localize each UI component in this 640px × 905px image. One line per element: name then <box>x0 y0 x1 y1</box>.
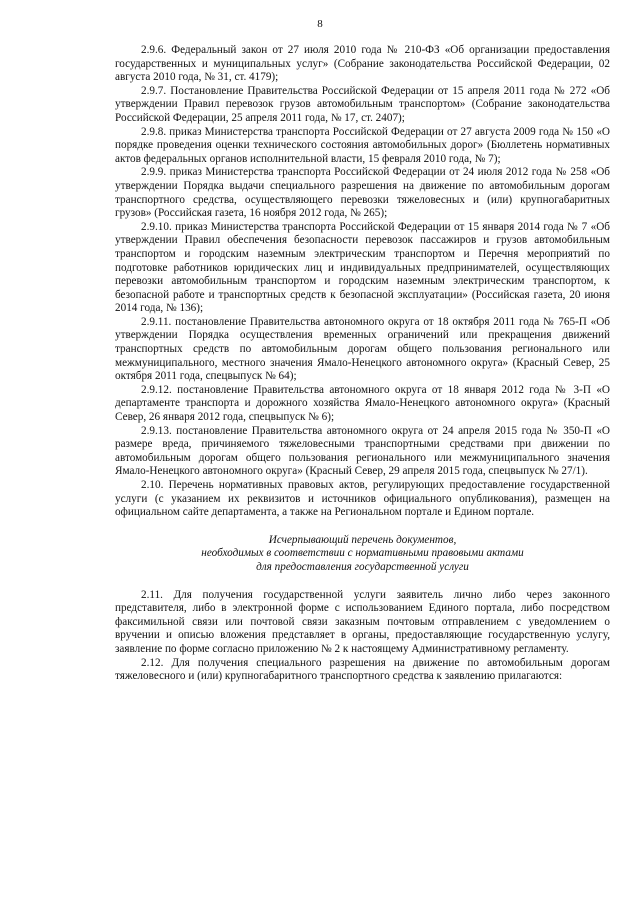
paragraph-2-10: 2.10. Перечень нормативных правовых актов, регулирующих предоставление государственной услуги (с указанием их реквизитов и источников официального опубликования), размещен на официальном сайте департамента, а также на Региональном портале и Едином портале. <box>115 479 610 519</box>
heading-line-3: для предоставления государственной услуги <box>256 560 469 573</box>
paragraph-2-9-7: 2.9.7. Постановление Правительства Российской Федерации от 15 апреля 2011 года № 272 «Об утверждении Правил перевозок грузов автомобильным транспортом» (Собрание законодательства Российской Федерации, 25 апреля 2011 года, № 17, ст. 2407); <box>115 84 610 124</box>
section-documents <box>115 589 610 684</box>
section-legal-acts <box>115 44 610 520</box>
paragraph-2-9-6: 2.9.6. Федеральный закон от 27 июля 2010 года № 210-ФЗ «Об организации предоставления государственных и муниципальных услуг» (Собрание законодательства Российской Федерации, 02 августа 2010 года, № 31, ст. 4179); <box>115 44 610 84</box>
heading-line-1: Исчерпывающий перечень документов, <box>268 533 457 546</box>
paragraph-2-9-10: 2.9.10. приказ Министерства транспорта Российской Федерации от 15 января 2014 года № 7 «Об утверждении Правил обеспечения безопасности перевозок пассажиров и грузов автомобильным транспортом и городским наземным электрическим транспортом и Перечня мероприятий по подготовке работников юридических лиц и индивидуальных предпринимателей, осуществляющих перевозки автомобильным транспортом и городским наземным электрическим транспортом, к безопасной работе и транспортных средств к безопасной эксплуатации» (Российская газета, 20 июня 2014 года, № 136); <box>115 220 610 315</box>
heading-line-2: необходимых в соответствии с нормативными правовыми актами <box>201 547 524 560</box>
paragraph-2-11: 2.11. Для получения государственной услуги заявитель лично либо через законного представителя, либо в электронной форме с использованием Единого портала, либо посредством факсимильной связи или почтовой связи заказным почтовым отправлением с уведомлением о вручении и описью вложения представляет в органы, предоставляющие государственную услугу, заявление по форме согласно приложению № 2 к настоящему Административному регламенту. <box>115 588 610 655</box>
paragraph-2-9-13: 2.9.13. постановление Правительства автономного округа от 24 апреля 2015 года № 350-П «О размере вреда, причиняемого тяжеловесными транспортными средствами при движении по автомобильным дорогам общего пользования регионального или межмуниципального значения Ямало-Ненецкого автономного округа» (Красный Север, 29 апреля 2015 года, спецвыпуск № 27/1). <box>115 424 610 478</box>
paragraph-2-9-9: 2.9.9. приказ Министерства транспорта Российской Федерации от 24 июля 2012 года № 258 «Об утверждении Порядка выдачи специального разрешения на движение по автомобильным дорогам транспортного средства, осуществляющего перевозки тяжеловесных и (или) крупногабаритных грузов» (Российская газета, 16 ноября 2012 года, № 265); <box>115 166 610 220</box>
paragraph-2-9-11: 2.9.11. постановление Правительства автономного округа от 18 октября 2011 года № 765-П «Об утверждении Порядка осуществления временных ограничений или прекращения движений транспортных средств по автомобильным дорогам общего пользования регионального или межмуниципального, местного значения Ямало-Ненецкого автономного округа» (Красный Север, 25 октября 2011 года, спецвыпуск № 64); <box>115 315 610 383</box>
paragraph-2-9-12: 2.9.12. постановление Правительства автономного округа от 18 января 2012 года № 3-П «О департаменте транспорта и дорожного хозяйства Ямало-Ненецкого автономного округа» (Красный Север, 26 января 2012 года, спецвыпуск № 6); <box>115 383 610 424</box>
paragraph-2-9-8: 2.9.8. приказ Министерства транспорта Российской Федерации от 27 августа 2009 года № 150 «О порядке проведения оценки технического состояния автомобильных дорог» (Бюллетень нормативных актов федеральных органов исполнительной власти, 15 февраля 2010 года, № 7); <box>115 125 610 165</box>
paragraph-2-12: 2.12. Для получения специального разрешения на движение по автомобильным дорогам тяжеловесного и (или) крупногабаритного транспортного средства к заявлению прилагаются: <box>115 656 610 683</box>
page-number: 8 <box>317 18 323 30</box>
section-heading <box>115 534 610 575</box>
